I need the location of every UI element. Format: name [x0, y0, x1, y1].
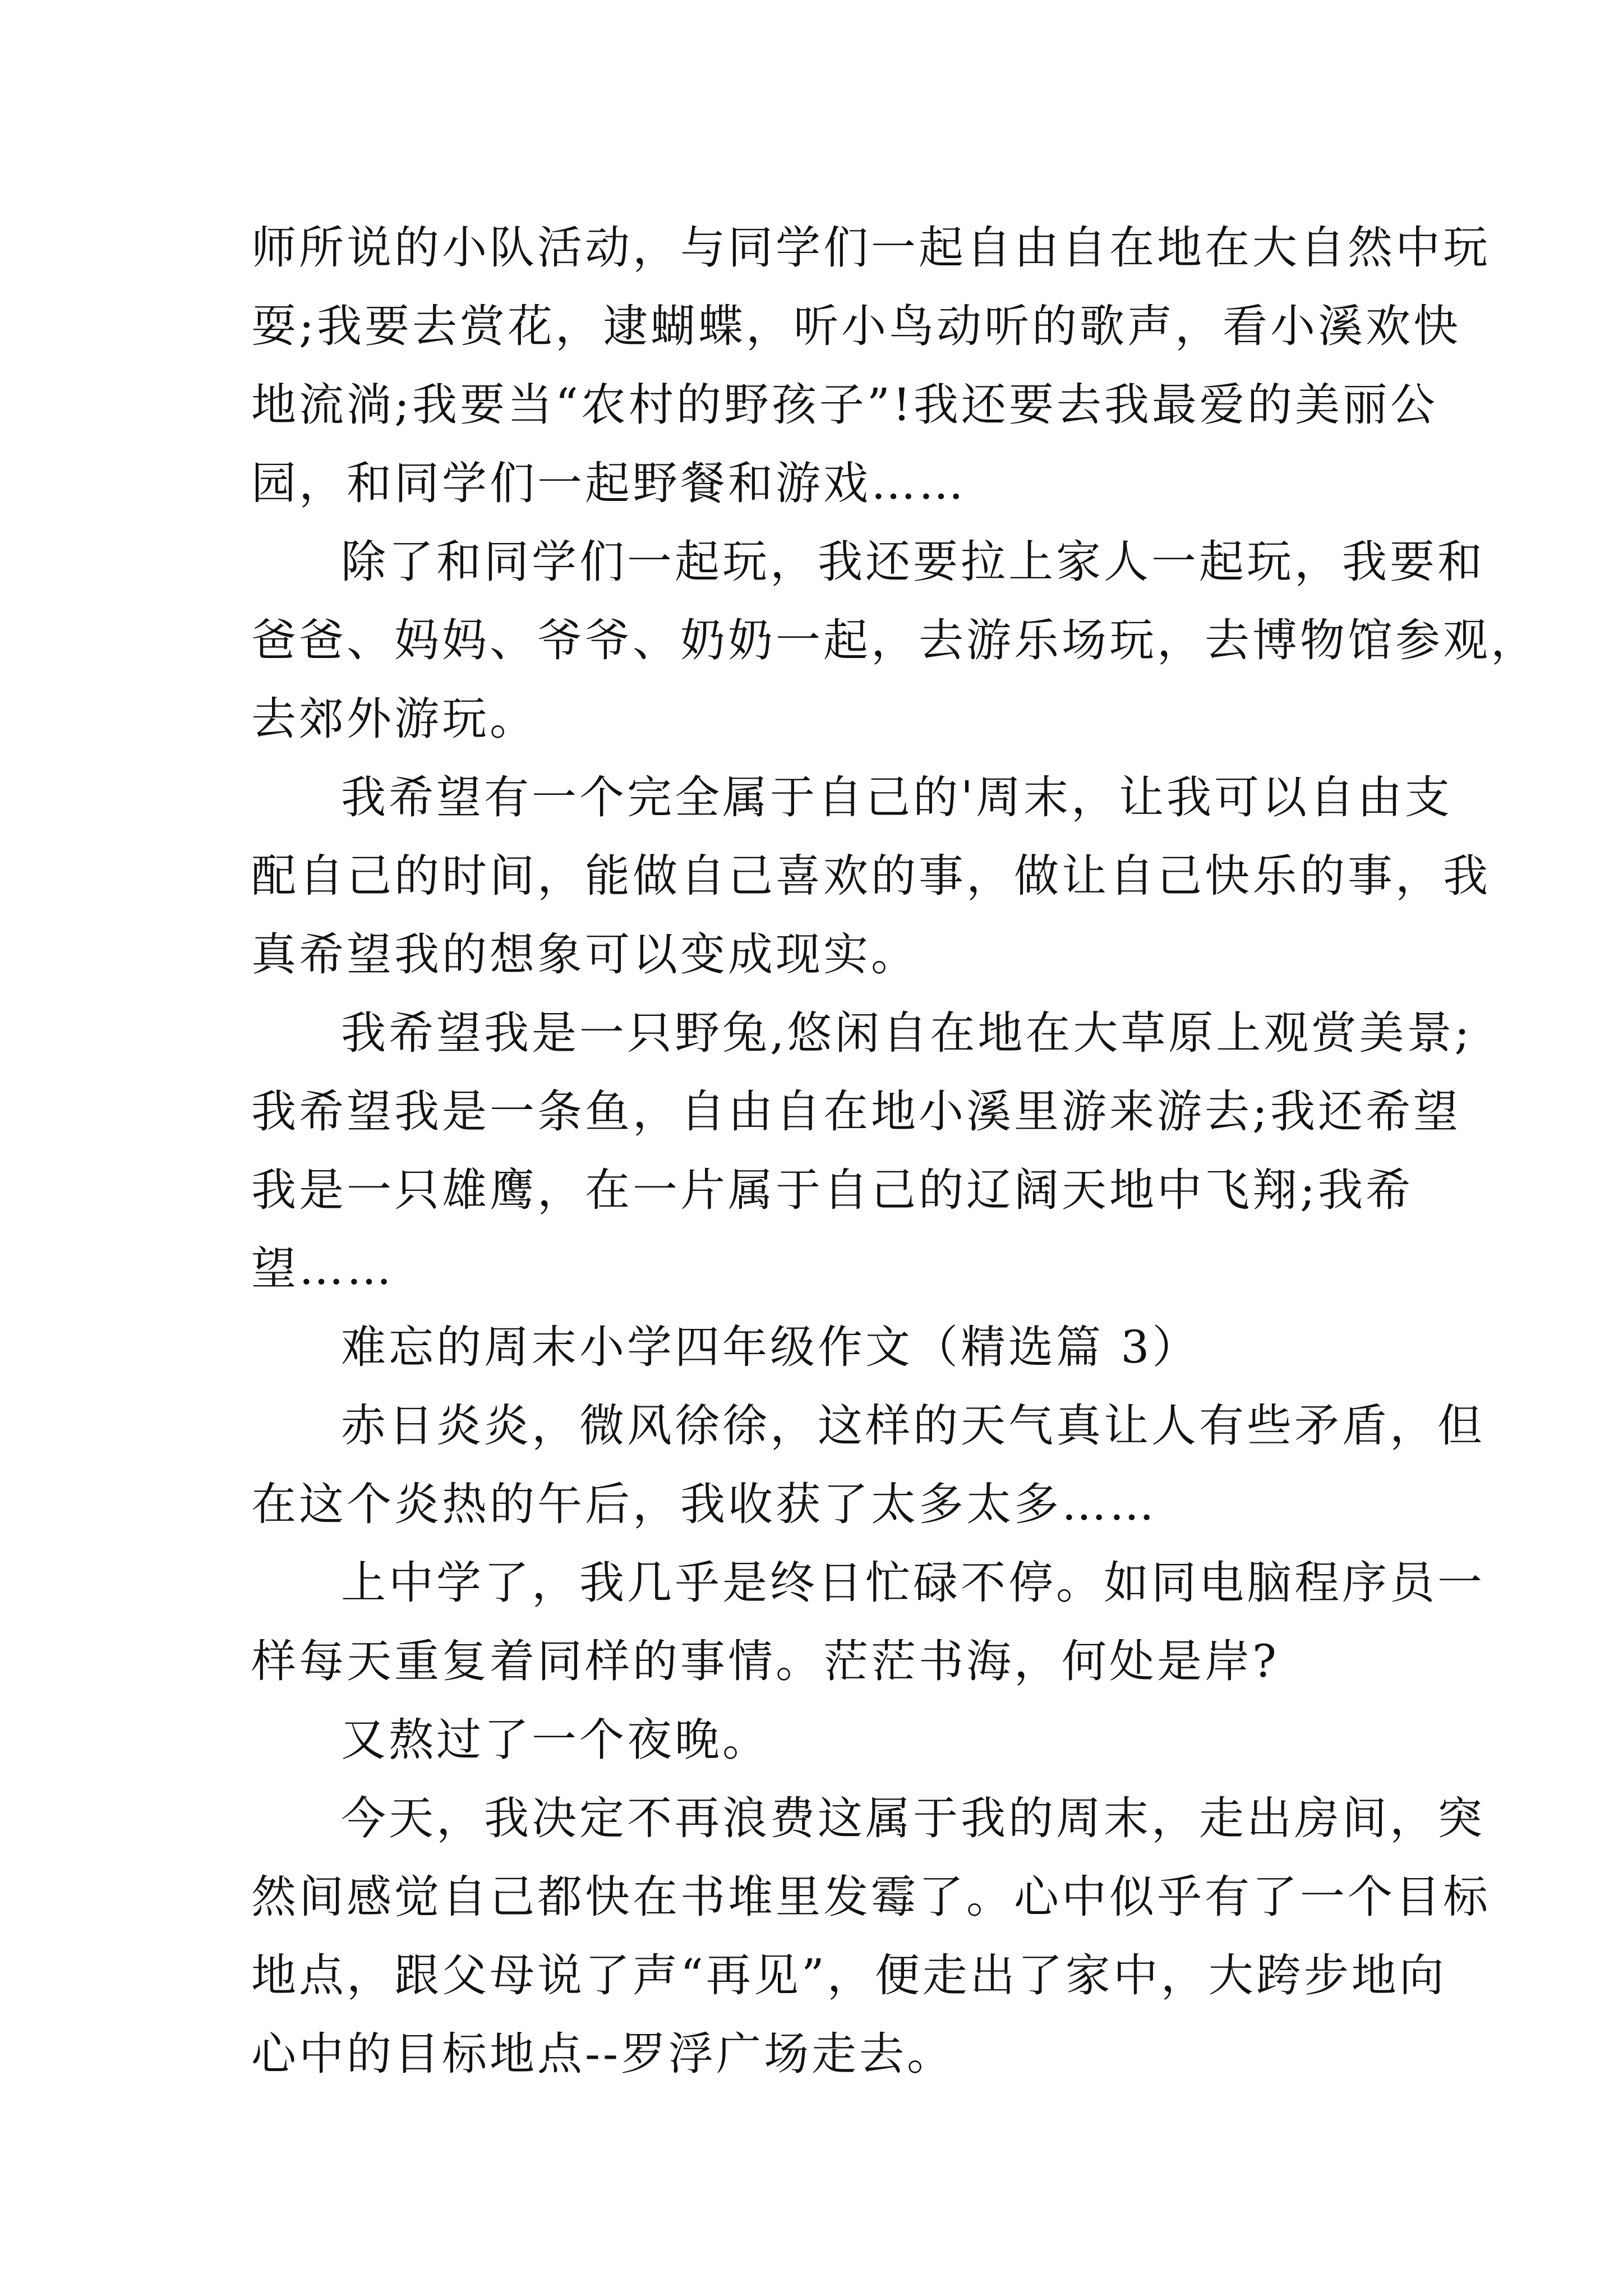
- text-line: 地点，跟父母说了声“再见”，便走出了家中，大跨步地向: [251, 1949, 1447, 2001]
- text-line: 配自己的时间，能做自己喜欢的事，做让自己快乐的事，我: [251, 850, 1491, 902]
- text-line: 心中的目标地点--罗浮广场走去。: [251, 2028, 955, 2080]
- text-line: 真希望我的想象可以变成现实。: [251, 928, 919, 981]
- text-line: 在这个炎热的午后，我收获了太多太多……: [251, 1478, 1157, 1530]
- text-line: 地流淌;我要当“农村的野孩子”!我还要去我最爱的美丽公: [251, 379, 1438, 431]
- text-line: 望……: [251, 1243, 394, 1295]
- text-line: 园，和同学们一起野餐和游戏……: [251, 457, 966, 509]
- section-heading: 难忘的周末小学四年级作文（精选篇 3）: [341, 1321, 1200, 1373]
- text-line: 我是一只雄鹰，在一片属于自己的辽阔天地中飞翔;我希: [251, 1164, 1413, 1216]
- text-line: 我希望我是一条鱼，自由自在地小溪里游来游去;我还希望: [251, 1085, 1461, 1138]
- paragraph-first-line: 我希望有一个完全属于自己的'周末，让我可以自由支: [341, 771, 1453, 823]
- paragraph-first-line: 除了和同学们一起玩，我还要拉上家人一起玩，我要和: [341, 536, 1485, 588]
- text-line: 耍;我要去赏花，逮蝴蝶，听小鸟动听的歌声，看小溪欢快: [251, 300, 1461, 352]
- paragraph-first-line: 今天，我决定不再浪费这属于我的周末，走出房间，突: [341, 1792, 1485, 1844]
- paragraph-first-line: 赤日炎炎，微风徐徐，这样的天气真让人有些矛盾，但: [341, 1400, 1485, 1452]
- text-line: 爸爸、妈妈、爷爷、奶奶一起，去游乐场玩，去博物馆参观，: [251, 614, 1538, 666]
- text-line: 样每天重复着同样的事情。茫茫书海，何处是岸?: [251, 1635, 1279, 1687]
- text-line: 师所说的小队活动，与同学们一起自由自在地在大自然中玩: [251, 222, 1491, 274]
- paragraph-first-line: 又熬过了一个夜晚。: [341, 1714, 770, 1766]
- text-line: 然间感觉自己都快在书堆里发霉了。心中似乎有了一个目标: [251, 1871, 1491, 1923]
- paragraph-first-line: 上中学了，我几乎是终日忙碌不停。如同电脑程序员一: [341, 1557, 1485, 1609]
- text-line: 去郊外游玩。: [251, 693, 537, 745]
- paragraph-first-line: 我希望我是一只野兔,悠闲自在地在大草原上观赏美景;: [341, 1007, 1473, 1059]
